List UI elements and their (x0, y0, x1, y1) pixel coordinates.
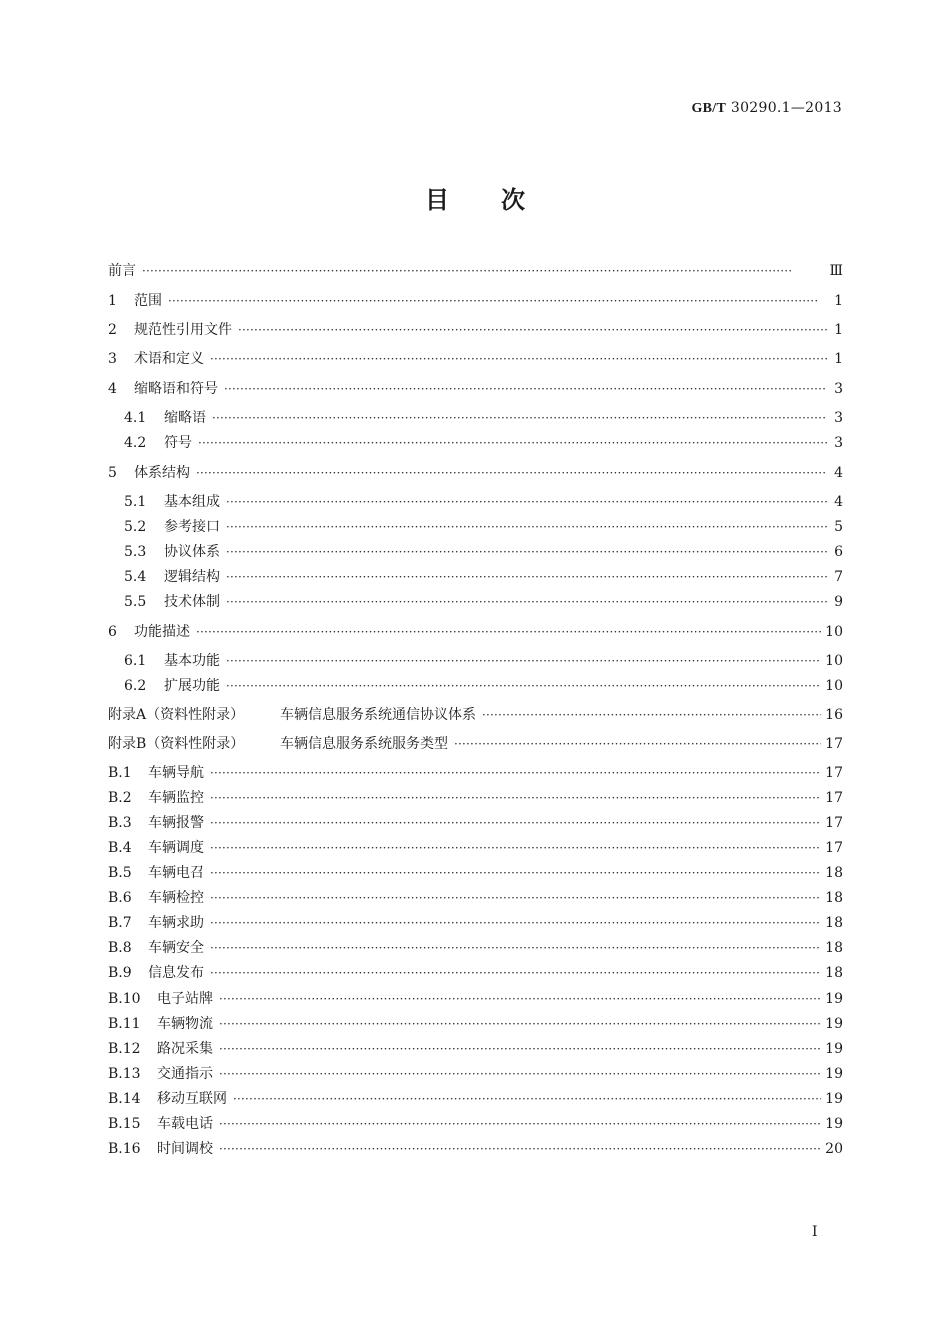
toc-entry-text: 符号 (164, 435, 192, 451)
toc-entry-b-1[interactable] (108, 760, 843, 782)
toc-entry-number: B.8 (108, 940, 132, 956)
dot-leader (198, 434, 827, 452)
toc-entry-page: 20 (825, 1141, 843, 1157)
toc-entry-text: 协议体系 (164, 544, 220, 560)
toc-entry-page: 3 (834, 381, 843, 397)
toc-entry-page: 18 (825, 865, 843, 881)
standard-prefix: GB/T (691, 101, 727, 116)
dot-leader (210, 914, 821, 932)
dot-leader (454, 735, 821, 753)
dot-leader (212, 409, 827, 427)
toc-entry-text: 扩展功能 (164, 678, 220, 694)
toc-entry-page: 18 (825, 940, 843, 956)
toc-entry-number: B.16 (108, 1141, 141, 1157)
toc-entry-number: B.12 (108, 1041, 141, 1057)
toc-entry-page: 19 (825, 1066, 843, 1082)
toc-entry-page: 1 (834, 351, 843, 367)
toc-entry-text: 体系结构 (134, 465, 190, 481)
dot-leader (482, 706, 821, 724)
toc-entry-number: 5 (108, 465, 117, 481)
dot-leader (196, 623, 821, 641)
toc-entry-text: 逻辑结构 (164, 569, 220, 585)
toc-entry-5[interactable] (108, 460, 843, 482)
toc-entry-5-2[interactable] (108, 514, 843, 536)
toc-entry-5-3[interactable] (108, 539, 843, 561)
toc-entry-page: 10 (825, 624, 843, 640)
toc-entry-b-14[interactable] (108, 1086, 843, 1108)
toc-entry-6-1[interactable] (108, 648, 843, 670)
toc-entry-page: 4 (834, 465, 843, 481)
dot-leader (238, 321, 827, 339)
toc-entry-page: 19 (825, 1016, 843, 1032)
toc-entry-1[interactable] (108, 288, 843, 310)
dot-leader (210, 839, 821, 857)
toc-entry-number: B.7 (108, 915, 132, 931)
dot-leader (219, 990, 821, 1008)
toc-entry-4-1[interactable] (108, 405, 843, 427)
toc-entry-number: B.14 (108, 1091, 141, 1107)
toc-entry-page: 18 (825, 890, 843, 906)
toc-entry-number: 3 (108, 351, 117, 367)
toc-entry-text: 车辆物流 (157, 1016, 213, 1032)
dot-leader (219, 1065, 821, 1083)
dot-leader (219, 1040, 821, 1058)
toc-entry-text: 车辆安全 (148, 940, 204, 956)
dot-leader (210, 964, 821, 982)
toc-entry-4[interactable] (108, 376, 843, 398)
toc-entry-text: 车辆报警 (148, 815, 204, 831)
toc-entry-6[interactable] (108, 619, 843, 641)
toc-entry-b-5[interactable] (108, 860, 843, 882)
dot-leader (219, 1015, 821, 1033)
toc-entry-b-8[interactable] (108, 935, 843, 957)
dot-leader (210, 889, 821, 907)
dot-leader (226, 568, 827, 586)
page-number: I (812, 1224, 818, 1240)
toc-entry-page: 6 (834, 544, 843, 560)
toc-entry-text: 交通指示 (157, 1066, 213, 1082)
dot-leader (210, 789, 821, 807)
toc-entry-page: 19 (825, 991, 843, 1007)
toc-entry-text: 术语和定义 (134, 351, 204, 367)
dot-leader (196, 464, 827, 482)
toc-entry-2[interactable] (108, 317, 843, 339)
toc-entry-page: 19 (825, 1041, 843, 1057)
toc-entry-page: 1 (834, 293, 843, 309)
toc-entry-number: B.5 (108, 865, 132, 881)
toc-entry-number: 附录B（资料性附录） (108, 736, 245, 752)
toc-entry-page: 18 (825, 965, 843, 981)
dot-leader (226, 677, 821, 695)
dot-leader (210, 814, 821, 832)
toc-entry-text: 车辆电召 (148, 865, 204, 881)
standard-code (691, 100, 842, 117)
toc-entry-page: 19 (825, 1116, 843, 1132)
toc-entry-page: 17 (825, 840, 843, 856)
toc-entry-number: B.1 (108, 765, 132, 781)
toc-entry-number: 6 (108, 624, 117, 640)
toc-entry-page: 17 (825, 790, 843, 806)
toc-entry-text: 信息发布 (148, 965, 204, 981)
toc-entry-b-7[interactable] (108, 910, 843, 932)
dot-leader (210, 350, 827, 368)
toc-entry-b-3[interactable] (108, 810, 843, 832)
dot-leader (142, 262, 825, 280)
toc-entry-text: 基本功能 (164, 653, 220, 669)
toc-entry-page: 17 (825, 765, 843, 781)
toc-entry-text: 缩略语和符号 (134, 381, 218, 397)
toc-entry-annex-b[interactable] (108, 731, 843, 753)
standard-number: 30290.1—2013 (730, 100, 842, 116)
toc-entry-3[interactable] (108, 346, 843, 368)
toc-entry-number: 2 (108, 322, 117, 338)
toc-entry-page: 1 (834, 322, 843, 338)
dot-leader (219, 1140, 821, 1158)
dot-leader (210, 764, 821, 782)
toc-entry-text: 时间调校 (157, 1141, 213, 1157)
toc-entry-text: 参考接口 (164, 519, 220, 535)
toc-entry-page: 7 (834, 569, 843, 585)
toc-entry-5-4[interactable] (108, 564, 843, 586)
toc-entry-page: 10 (825, 678, 843, 694)
toc-entry-number: 4.1 (124, 410, 147, 426)
toc-entry-b-15[interactable] (108, 1111, 843, 1133)
toc-entry-number: 6.1 (124, 653, 147, 669)
toc-entry-number: B.3 (108, 815, 132, 831)
toc-entry-number: 5.4 (124, 569, 147, 585)
dot-leader (210, 939, 821, 957)
toc-entry-number: 4.2 (124, 435, 147, 451)
toc-entry-text: 规范性引用文件 (134, 322, 232, 338)
toc-entry-text: 车辆检控 (148, 890, 204, 906)
toc-entry-text: 范围 (134, 293, 162, 309)
toc-entry-text: 技术体制 (164, 594, 220, 610)
toc-entry-text: 车载电话 (157, 1116, 213, 1132)
toc-entry-text: 车辆信息服务系统通信协议体系 (280, 707, 476, 723)
dot-leader (219, 1115, 821, 1133)
toc-entry-annex-a[interactable] (108, 702, 843, 724)
toc-entry-text: 移动互联网 (157, 1091, 227, 1107)
toc-entry-page: 18 (825, 915, 843, 931)
toc-entry-b-6[interactable] (108, 885, 843, 907)
toc-entry-number: B.10 (108, 991, 141, 1007)
toc-entry-number: 6.2 (124, 678, 147, 694)
toc-entry-page: 3 (834, 435, 843, 451)
toc-entry-text: 路况采集 (157, 1041, 213, 1057)
toc-entry-number: 5.1 (124, 494, 147, 510)
toc-entry-text: 车辆调度 (148, 840, 204, 856)
toc-entry-page: Ⅲ (829, 263, 843, 279)
toc-entry-text: 车辆求助 (148, 915, 204, 931)
toc-entry-b-11[interactable] (108, 1011, 843, 1033)
dot-leader (226, 518, 827, 536)
toc-entry-text: 缩略语 (164, 410, 206, 426)
toc-entry-text: 前言 (108, 263, 136, 279)
toc-entry-number: B.11 (108, 1016, 141, 1032)
dot-leader (226, 652, 821, 670)
toc-entry-text: 功能描述 (134, 624, 190, 640)
dot-leader (233, 1090, 821, 1108)
toc-entry-6-2[interactable] (108, 673, 843, 695)
toc-entry-page: 16 (825, 707, 843, 723)
toc-entry-number: B.13 (108, 1066, 141, 1082)
dot-leader (224, 380, 827, 398)
toc-entry-b-13[interactable] (108, 1061, 843, 1083)
toc-entry-text: 车辆信息服务系统服务类型 (280, 736, 448, 752)
toc-entry-page: 9 (834, 594, 843, 610)
toc-entry-number: B.4 (108, 840, 132, 856)
dot-leader (226, 493, 827, 511)
toc-entry-number: 1 (108, 293, 117, 309)
dot-leader (226, 593, 827, 611)
toc-entry-number: 4 (108, 381, 117, 397)
toc-entry-4-2[interactable] (108, 430, 843, 452)
toc-entry-text: 车辆导航 (148, 765, 204, 781)
toc-entry-number: 5.3 (124, 544, 147, 560)
toc-entry-text: 电子站牌 (157, 991, 213, 1007)
toc-entry-page: 19 (825, 1091, 843, 1107)
toc-entry-b-12[interactable] (108, 1036, 843, 1058)
toc-entry-b-2[interactable] (108, 785, 843, 807)
toc-entry-foreword[interactable] (108, 258, 843, 280)
toc-entry-5-1[interactable] (108, 489, 843, 511)
toc-entry-number: 5.5 (124, 594, 147, 610)
toc-entry-b-9[interactable] (108, 960, 843, 982)
toc-entry-page: 17 (825, 736, 843, 752)
toc-entry-text: 基本组成 (164, 494, 220, 510)
page-title: 目次 (425, 186, 577, 214)
toc-entry-number: B.15 (108, 1116, 141, 1132)
toc-entry-b-16[interactable] (108, 1136, 843, 1158)
toc-entry-page: 3 (834, 410, 843, 426)
toc-entry-text: 车辆监控 (148, 790, 204, 806)
toc-entry-b-10[interactable] (108, 986, 843, 1008)
toc-entry-page: 17 (825, 815, 843, 831)
toc-entry-number: 5.2 (124, 519, 147, 535)
toc-entry-number: 附录A（资料性附录） (108, 707, 245, 723)
toc-entry-number: B.2 (108, 790, 132, 806)
toc-entry-page: 5 (834, 519, 843, 535)
toc-entry-number: B.9 (108, 965, 132, 981)
toc-entry-page: 4 (834, 494, 843, 510)
dot-leader (210, 864, 821, 882)
toc-entry-number: B.6 (108, 890, 132, 906)
toc-entry-b-4[interactable] (108, 835, 843, 857)
dot-leader (168, 292, 827, 310)
toc-entry-5-5[interactable] (108, 589, 843, 611)
toc-entry-page: 10 (825, 653, 843, 669)
dot-leader (226, 543, 827, 561)
